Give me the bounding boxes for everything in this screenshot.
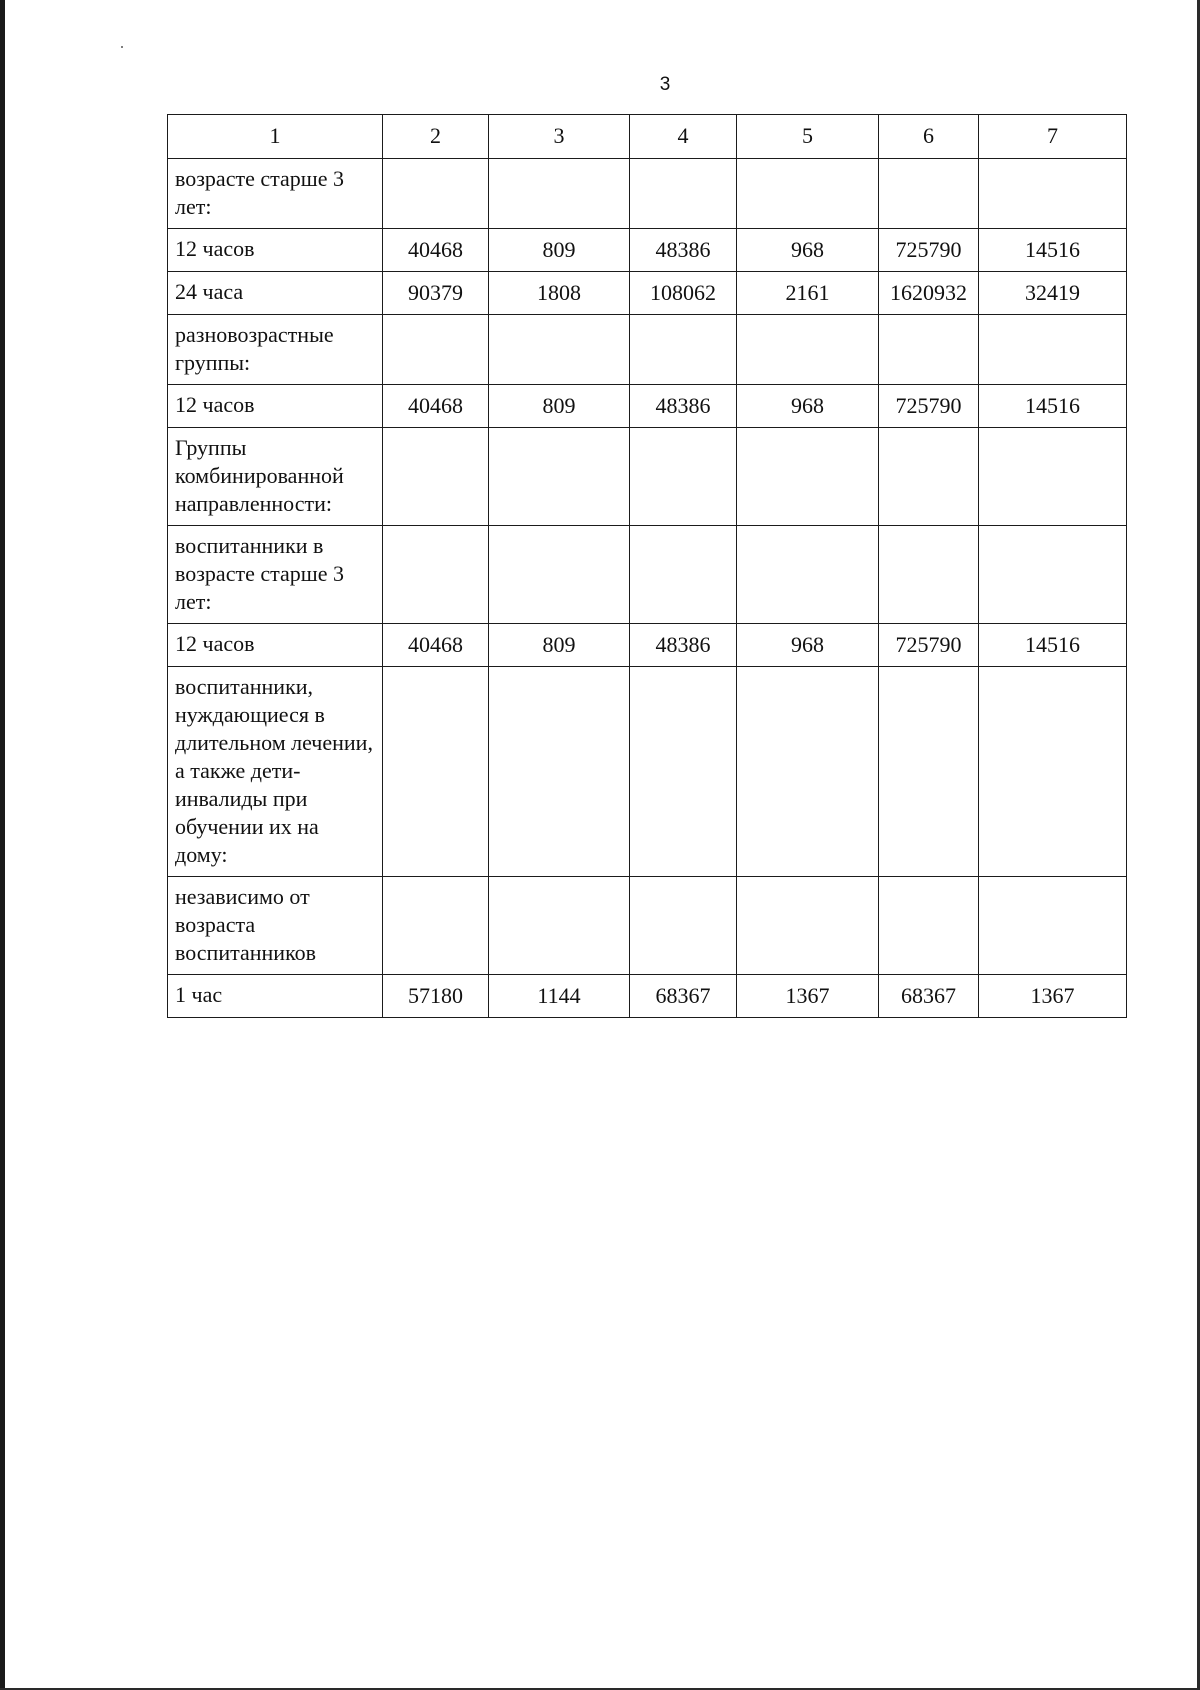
row-label: независимо от возраста воспитанников (168, 877, 383, 975)
value-cell (879, 315, 979, 385)
table-row (168, 428, 1127, 526)
tariff-table (167, 114, 1127, 1018)
row-label: 1 час (168, 975, 383, 1018)
row-label: 12 часов (168, 385, 383, 428)
header-cell-2: 2 (383, 115, 489, 159)
table-header-row (168, 115, 1127, 159)
header-cell-6: 6 (879, 115, 979, 159)
value-cell (737, 877, 879, 975)
value-cell (383, 667, 489, 877)
value-cell: 809 (489, 229, 630, 272)
value-cell: 968 (737, 385, 879, 428)
value-cell (737, 526, 879, 624)
table-row (168, 315, 1127, 385)
value-cell: 14516 (979, 385, 1127, 428)
table-row (168, 624, 1127, 667)
row-label: 24 часа (168, 272, 383, 315)
value-cell (383, 526, 489, 624)
value-cell: 14516 (979, 229, 1127, 272)
value-cell (879, 159, 979, 229)
value-cell: 725790 (879, 624, 979, 667)
value-cell (383, 428, 489, 526)
value-cell (737, 315, 879, 385)
value-cell: 14516 (979, 624, 1127, 667)
table-row (168, 975, 1127, 1018)
value-cell (383, 877, 489, 975)
header-cell-1: 1 (168, 115, 383, 159)
value-cell (383, 315, 489, 385)
value-cell: 90379 (383, 272, 489, 315)
value-cell: 40468 (383, 385, 489, 428)
scan-speck (121, 46, 123, 48)
value-cell (489, 428, 630, 526)
table-row (168, 526, 1127, 624)
value-cell: 1367 (979, 975, 1127, 1018)
value-cell (630, 315, 737, 385)
value-cell (879, 667, 979, 877)
row-label: Группы комбинированной направленности: (168, 428, 383, 526)
value-cell: 968 (737, 624, 879, 667)
value-cell (489, 877, 630, 975)
table-row (168, 877, 1127, 975)
value-cell (979, 159, 1127, 229)
value-cell (879, 526, 979, 624)
value-cell: 725790 (879, 229, 979, 272)
value-cell: 40468 (383, 624, 489, 667)
value-cell (489, 667, 630, 877)
value-cell (630, 667, 737, 877)
row-label: разновозрастные группы: (168, 315, 383, 385)
value-cell (979, 315, 1127, 385)
value-cell (979, 428, 1127, 526)
value-cell: 1620932 (879, 272, 979, 315)
value-cell (879, 877, 979, 975)
value-cell: 68367 (630, 975, 737, 1018)
page-number: 3 (659, 74, 671, 95)
value-cell (979, 877, 1127, 975)
table-row (168, 272, 1127, 315)
value-cell: 48386 (630, 624, 737, 667)
row-label: 12 часов (168, 624, 383, 667)
value-cell (979, 526, 1127, 624)
value-cell: 57180 (383, 975, 489, 1018)
table-row (168, 159, 1127, 229)
row-label: воспитанники, нуждающиеся в длительном лечении, а также дети-инвалиды при обучении их на дому: (168, 667, 383, 877)
value-cell: 32419 (979, 272, 1127, 315)
value-cell: 809 (489, 385, 630, 428)
scan-left-border (0, 0, 5, 1690)
value-cell: 1808 (489, 272, 630, 315)
value-cell (383, 159, 489, 229)
value-cell (879, 428, 979, 526)
value-cell: 2161 (737, 272, 879, 315)
value-cell: 968 (737, 229, 879, 272)
value-cell (737, 159, 879, 229)
row-label: 12 часов (168, 229, 383, 272)
value-cell: 108062 (630, 272, 737, 315)
value-cell (979, 667, 1127, 877)
value-cell: 1144 (489, 975, 630, 1018)
value-cell: 48386 (630, 229, 737, 272)
value-cell (489, 315, 630, 385)
value-cell (630, 526, 737, 624)
value-cell (489, 526, 630, 624)
table-row (168, 667, 1127, 877)
value-cell: 48386 (630, 385, 737, 428)
row-label: воспитанники в возрасте старше 3 лет: (168, 526, 383, 624)
header-cell-4: 4 (630, 115, 737, 159)
value-cell: 68367 (879, 975, 979, 1018)
header-cell-5: 5 (737, 115, 879, 159)
table-row (168, 229, 1127, 272)
value-cell: 40468 (383, 229, 489, 272)
value-cell: 1367 (737, 975, 879, 1018)
value-cell: 725790 (879, 385, 979, 428)
row-label: возрасте старше 3 лет: (168, 159, 383, 229)
value-cell (737, 667, 879, 877)
header-cell-7: 7 (979, 115, 1127, 159)
value-cell: 809 (489, 624, 630, 667)
value-cell (630, 428, 737, 526)
value-cell (489, 159, 630, 229)
table-row (168, 385, 1127, 428)
value-cell (737, 428, 879, 526)
value-cell (630, 877, 737, 975)
header-cell-3: 3 (489, 115, 630, 159)
value-cell (630, 159, 737, 229)
